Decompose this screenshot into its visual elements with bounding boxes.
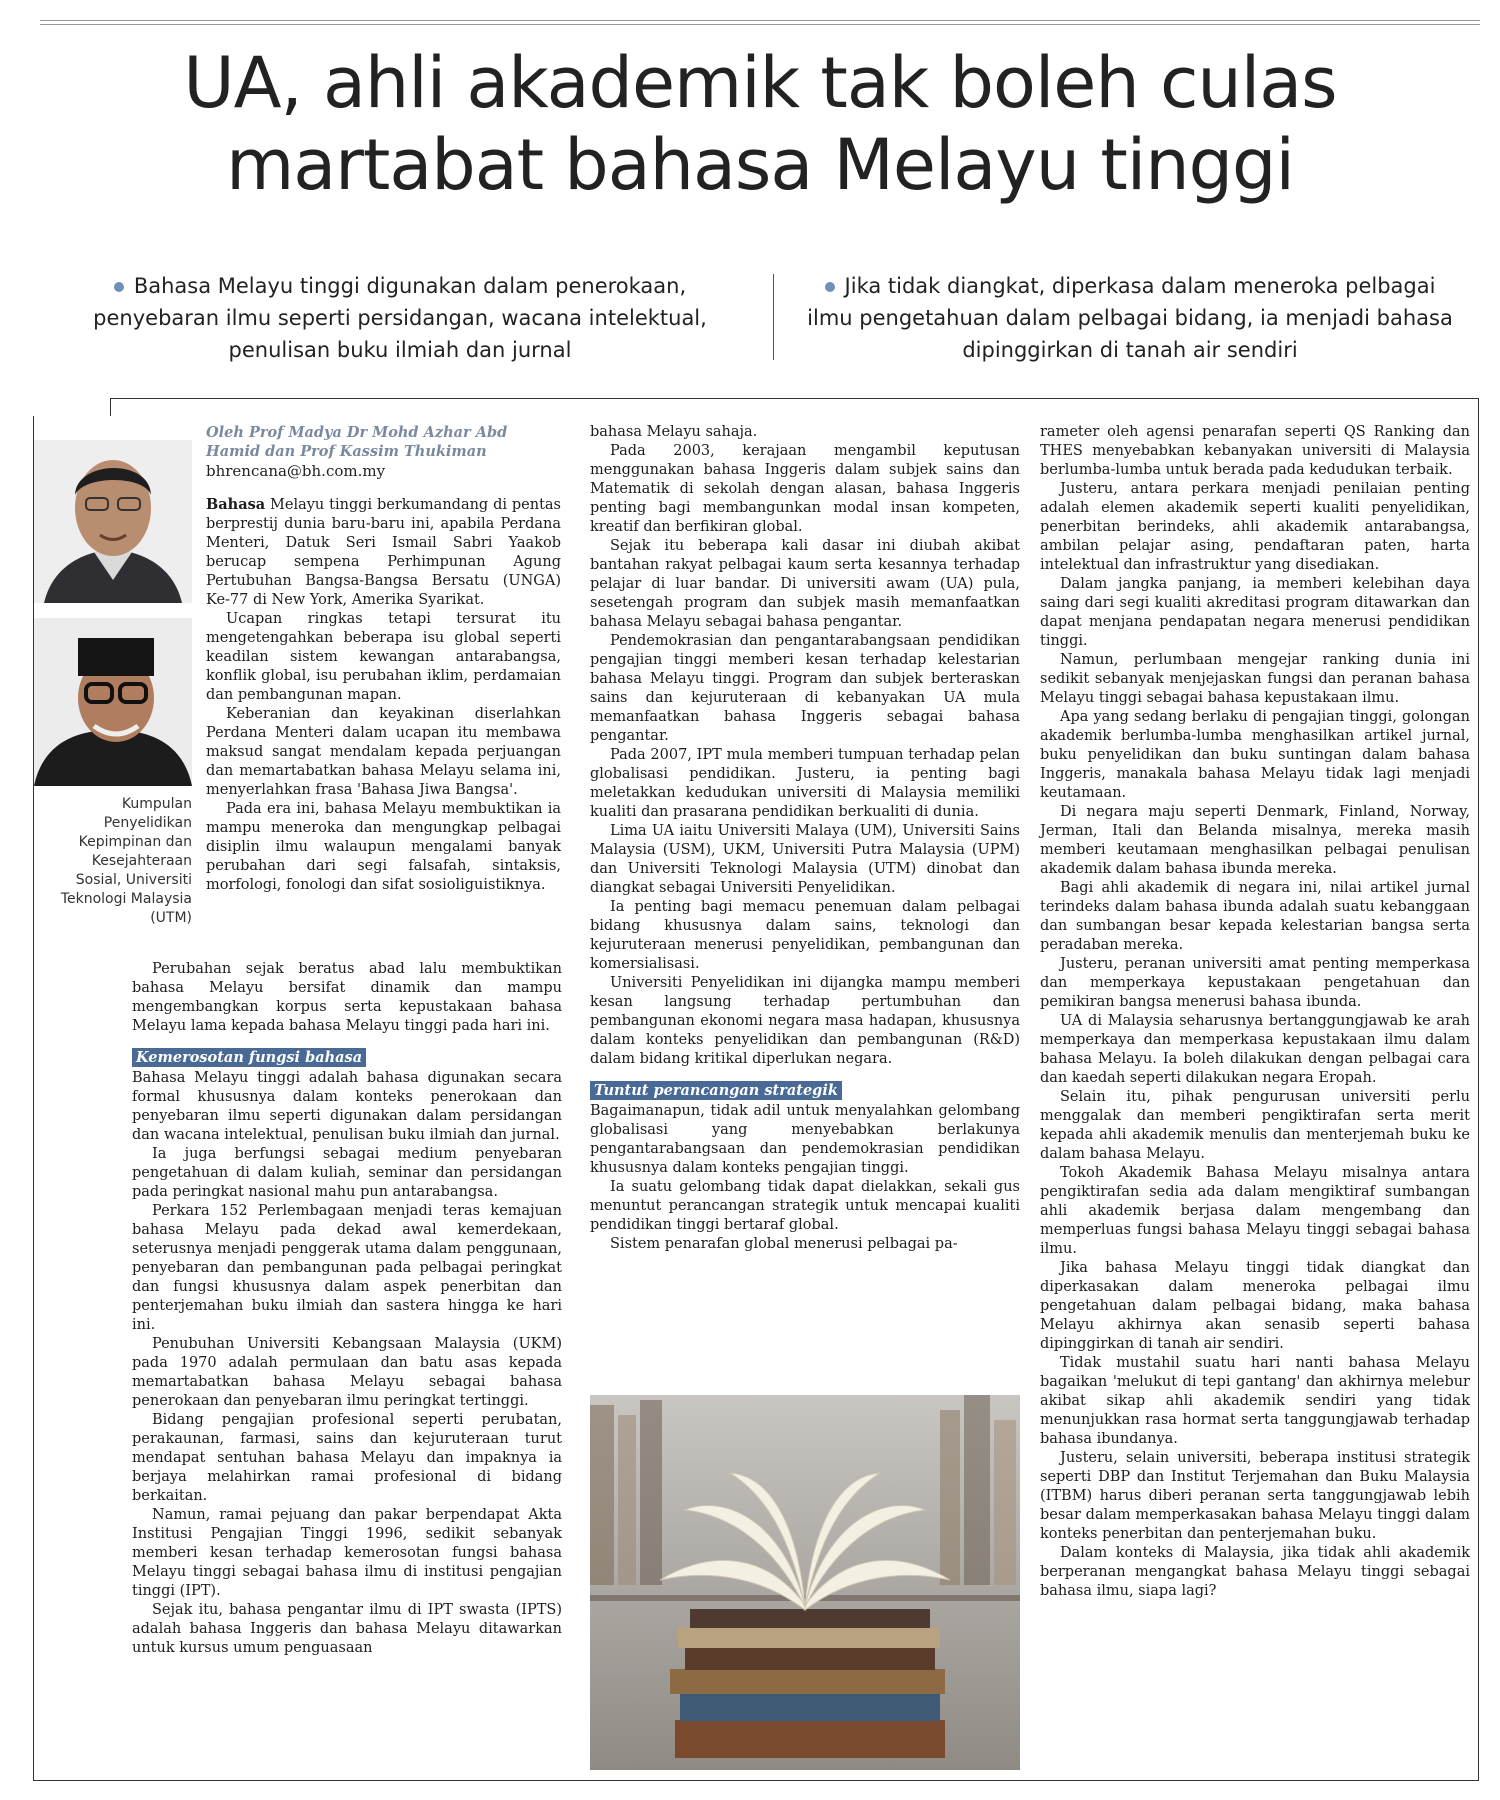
paragraph: Penubuhan Universiti Kebangsaan Malaysia (UKM) pada 1970 adalah permulaan dan batu asas kepada memartabatkan bahasa Melayu sebagai bahasa penerokaan dan penyebaran ilmu peringkat tertinggi.: [132, 1336, 562, 1409]
lead-word: Bahasa: [206, 496, 266, 513]
article-bottom-rule: [33, 1780, 1478, 1781]
paragraph: Keberanian dan keyakinan diserlahkan Perdana Menteri dalam ucapan itu membawa maksud sangat mendalam kepada perjuangan dan memartabatkan bahasa Melayu selama ini, menyerlahkan frasa 'Bahasa Jiwa Bangsa'.: [206, 706, 561, 798]
paragraph: Ia juga berfungsi sebagai medium penyebaran pengetahuan di dalam kuliah, seminar dan persidangan pada peringkat nasional mahu pun antarabangsa.: [132, 1146, 562, 1200]
article-corner-tick: [110, 398, 111, 416]
paragraph: Justeru, selain universiti, beberapa institusi strategik seperti DBP dan Institut Terjemahan dan Buku Malaysia (ITBM) harus diberi peranan serta tanggungjawab lebih besar dalam memperkasakan bahasa Melayu tinggi dalam konteks penerbitan dan penterjemahan buku.: [1040, 1450, 1470, 1542]
paragraph: rameter oleh agensi penarafan seperti QS Ranking dan THES menyebabkan kebanyakan universiti di Malaysia berlumba-lumba untuk berada pada kedudukan terbaik.: [1040, 424, 1470, 478]
paragraph: Bidang pengajian profesional seperti perubatan, perakaunan, farmasi, sains dan kejuruteraan turut mendapat sentuhan bahasa Melayu dan impaknya ia berjaya melahirkan ramai profesional di bidang berkaitan.: [132, 1412, 562, 1504]
article-top-rule: [110, 398, 1478, 399]
paragraph: Ia penting bagi memacu penemuan dalam pelbagai bidang khususnya dalam sains, teknologi dan kejuruteraan menerusi penyelidikan, pembangunan dan komersialisasi.: [590, 899, 1020, 972]
paragraph: Justeru, peranan universiti amat penting memperkasa dan memperkaya kepustakaan pengetahuan dan pemikiran bangsa menerusi bahasa ibunda.: [1040, 956, 1470, 1010]
paragraph: Sejak itu beberapa kali dasar ini diubah akibat bantahan rakyat pelbagai kaum serta kesannya terhadap pelajar di luar bandar. Di universiti awam (UA) pula, sesetengah program dan subjek masih memanfaatkan bahasa Melayu sebagai bahasa pengantar.: [590, 538, 1020, 630]
paragraph: Sejak itu, bahasa pengantar ilmu di IPT swasta (IPTS) adalah bahasa Inggeris dan bahasa Melayu ditawarkan untuk kursus umum penguasaan: [132, 1602, 562, 1656]
headline-line-2: martabat bahasa Melayu tinggi: [226, 124, 1294, 206]
headline-line-1: UA, ahli akademik tak boleh culas: [183, 42, 1337, 124]
paragraph: Jika bahasa Melayu tinggi tidak diangkat dan diperkasakan dalam meneroka pelbagai ilmu pengetahuan dalam pelbagai bidang, maka bahasa Melayu akhirnya akan senasib seperti bahasa dipinggirkan di tanah air sendiri.: [1040, 1260, 1470, 1352]
author-photo-1: [34, 440, 192, 603]
paragraph-text: Melayu tinggi berkumandang di pentas berprestij dunia baru-baru ini, apabila Perdana Menteri, Datuk Seri Ismail Sabri Yaakob berucap sempena Perhimpunan Agung Pertubuhan Bangsa-Bangsa Bersatu (UNGA) Ke-77 di New York, Amerika Syarikat.: [206, 497, 561, 608]
caption-line: Kepimpinan dan: [78, 834, 192, 850]
bullet-icon: [114, 282, 124, 292]
column-3: [1040, 423, 1470, 1601]
highlight-left-text: Bahasa Melayu tinggi digunakan dalam penerokaan, penyebaran ilmu seperti persidangan, wacana intelektual, penulisan buku ilmiah dan jurnal: [93, 274, 707, 362]
caption-line: Kumpulan: [121, 796, 192, 812]
paragraph: Pada 2003, kerajaan mengambil keputusan menggunakan bahasa Inggeris dalam subjek sains dan Matematik di sekolah dengan alasan, bahasa Inggeris penting bagi membangunkan modal insan kompeten, kreatif dan berfikiran global.: [590, 443, 1020, 535]
paragraph: Ia suatu gelombang tidak dapat dielakkan, sekali gus menuntut perancangan strategik untuk mencapai kualiti pendidikan tinggi bertaraf global.: [590, 1179, 1020, 1233]
byline-line-2: Hamid dan Prof Kassim Thukiman: [206, 443, 487, 460]
page-title: [60, 42, 1460, 206]
column-1-bottom: [132, 960, 562, 1658]
column-1-top: [206, 423, 561, 895]
paragraph: Namun, ramai pejuang dan pakar berpendapat Akta Institusi Pengajian Tinggi 1996, sedikit sebanyak memberi kesan terhadap kemerosotan fungsi bahasa Melayu tinggi sebagai bahasa ilmu di institusi pengajian tinggi (IPT).: [132, 1507, 562, 1599]
paragraph: UA di Malaysia seharusnya bertanggungjawab ke arah memperkaya dan memperkasa kepustakaan ilmu dalam bahasa Melayu. Ia boleh dilakukan dengan pelbagai cara dan kaedah seperti dilakukan negara Eropah.: [1040, 1013, 1470, 1086]
top-rule-1: [40, 20, 1480, 21]
paragraph: [206, 495, 561, 610]
article-right-rule: [1478, 398, 1479, 1781]
caption-line: Penyelidikan: [103, 815, 192, 831]
author-caption: [34, 795, 192, 928]
open-book-illustration: [590, 1395, 1020, 1770]
paragraph: Apa yang sedang berlaku di pengajian tinggi, golongan akademik berlumba-lumba menghasilkan artikel jurnal, buku penyelidikan dan buku suntingan dalam bahasa Inggeris, manakala bahasa Melayu tidak lagi menjadi keutamaan.: [1040, 709, 1470, 801]
highlight-right: [800, 270, 1460, 366]
books-photo: [590, 1395, 1020, 1770]
paragraph: Pada era ini, bahasa Melayu membuktikan ia mampu meneroka dan mengungkap pelbagai disiplin ilmu walaupun mengalami banyak perubahan dari segi falsafah, sintaksis, morfologi, fonologi dan sifat sosioliguistiknya.: [206, 801, 561, 893]
bullet-icon: [825, 282, 835, 292]
section-heading: Kemerosotan fungsi bahasa: [132, 1048, 366, 1067]
paragraph: Lima UA iaitu Universiti Malaya (UM), Universiti Sains Malaysia (USM), UKM, Universiti Putra Malaysia (UPM) dan Universiti Teknologi Malaysia (UTM) dinobat dan diangkat sebagai Universiti Penyelidikan.: [590, 823, 1020, 896]
paragraph: Sistem penarafan global menerusi pelbagai pa-: [610, 1236, 958, 1252]
paragraph: Perubahan sejak beratus abad lalu membuktikan bahasa Melayu bersifat dinamik dan mampu mengembangkan korpus serta kepustakaan bahasa Melayu lama kepada bahasa Melayu tinggi pada hari ini.: [132, 961, 562, 1034]
author-email: bhrencana@bh.com.my: [206, 462, 386, 480]
paragraph: Perkara 152 Perlembagaan menjadi teras kemajuan bahasa Melayu pada dekad awal kemerdekaan, seterusnya menjadi penggerak utama dalam penggunaan, penyebaran dan pembangunan pada pelbagai peringkat dan fungsi khususnya dalam aspek penerbitan dan penterjemahan buku ilmiah dan sastera hingga ke hari ini.: [132, 1203, 562, 1333]
paragraph: Pada 2007, IPT mula memberi tumpuan terhadap pelan globalisasi pendidikan. Justeru, ia penting bagi meletakkan kedudukan universiti di Malaysia memiliki kualiti dan prasarana pendidikan berkualiti di dunia.: [590, 747, 1020, 820]
column-2: [590, 423, 1020, 1254]
highlight-left: [60, 270, 740, 366]
author-portrait-1: [34, 440, 192, 603]
paragraph: Universiti Penyelidikan ini dijangka mampu memberi kesan langsung terhadap pertumbuhan dan pembangunan ekonomi negara masa hadapan, khususnya dalam konteks penyelidikan dan pembangunan (R&D) dalam bidang kritikal diperlukan negara.: [590, 975, 1020, 1067]
caption-line: Kesejahteraan: [91, 853, 192, 869]
paragraph: Pendemokrasian dan pengantarabangsaan pendidikan pengajian tinggi memberi kesan terhadap kelestarian bahasa Melayu tinggi. Program dan subjek berteraskan sains dan kejuruteraan di kebanyakan UA mula memanfaatkan bahasa Inggeris sebagai bahasa pengantar.: [590, 633, 1020, 744]
highlights: [60, 270, 1460, 370]
paragraph: Justeru, antara perkara menjadi penilaian penting adalah elemen akademik seperti kualiti penyelidikan, penerbitan berindeks, ahli akademik antarabangsa, ambilan pelajar asing, pendaftaran paten, harta intelektual dan infrastruktur yang disediakan.: [1040, 481, 1470, 573]
section-heading: Tuntut perancangan strategik: [590, 1081, 842, 1100]
highlight-right-text: Jika tidak diangkat, diperkasa dalam meneroka pelbagai ilmu pengetahuan dalam pelbagai bidang, ia menjadi bahasa dipinggirkan di tanah air sendiri: [807, 274, 1453, 362]
author-photo-2: [34, 618, 192, 786]
highlight-divider: [773, 274, 774, 360]
paragraph: Bahasa Melayu tinggi adalah bahasa digunakan secara formal khususnya dalam konteks penerokaan dan penyebaran ilmu seperti digunakan dalam persidangan dan wacana intelektual, penulisan buku ilmiah dan jurnal.: [132, 1070, 562, 1143]
author-portrait-2: [34, 618, 192, 786]
caption-line: Sosial, Universiti: [75, 872, 192, 888]
paragraph: Tokoh Akademik Bahasa Melayu misalnya antara pengiktirafan sedia ada dalam mengiktiraf sumbangan ahli akademik berjasa dalam mengembang dan memperluas fungsi bahasa Melayu tinggi sebagai bahasa ilmu.: [1040, 1165, 1470, 1257]
paragraph: Di negara maju seperti Denmark, Finland, Norway, Jerman, Itali dan Belanda misalnya, mereka masih memberi keutamaan menghasilkan pelbagai penulisan akademik dalam bahasa ibunda mereka.: [1040, 804, 1470, 877]
paragraph: bahasa Melayu sahaja.: [590, 424, 758, 440]
caption-line: (UTM): [150, 910, 192, 926]
paragraph: Tidak mustahil suatu hari nanti bahasa Melayu bagaikan 'melukut di tepi gantang' dan akhirnya melebur akibat sikap ahli akademik sendiri yang tidak menunjukkan rasa hormat serta tanggungjawab terhadap bahasa ibundanya.: [1040, 1355, 1470, 1447]
caption-line: Teknologi Malaysia: [60, 891, 192, 907]
paragraph: Namun, perlumbaan mengejar ranking dunia ini sedikit sebanyak menjejaskan fungsi dan peranan bahasa Melayu tinggi sebagai bahasa kepustakaan ilmu.: [1040, 652, 1470, 706]
paragraph: Dalam jangka panjang, ia memberi kelebihan daya saing dari segi kualiti akreditasi program ditawarkan dan dapat menjana pendapatan negara menerusi pendidikan tinggi.: [1040, 576, 1470, 649]
paragraph: Bagi ahli akademik di negara ini, nilai artikel jurnal terindeks dalam bahasa ibunda adalah suatu kebanggaan dan sumbangan besar kepada kelestarian bangsa serta peradaban mereka.: [1040, 880, 1470, 953]
paragraph: Ucapan ringkas tetapi tersurat itu mengetengahkan beberapa isu global seperti keadilan sistem kewangan antarabangsa, konflik global, isu perubahan iklim, perdamaian dan pembangunan mapan.: [206, 611, 561, 703]
paragraph: Selain itu, pihak pengurusan universiti perlu menggalak dan memberi pengiktirafan serta merit kepada ahli akademik menulis dan menterjemah buku ke dalam bahasa Melayu.: [1040, 1089, 1470, 1162]
paragraph: Bagaimanapun, tidak adil untuk menyalahkan gelombang globalisasi yang menyebabkan berlakunya pengantarabangsaan dan pendemokrasian pendidikan khususnya dalam konteks pengajian tinggi.: [590, 1103, 1020, 1176]
top-rule-2: [40, 24, 1480, 25]
paragraph: Dalam konteks di Malaysia, jika tidak ahli akademik berperanan mengangkat bahasa Melayu tinggi sebagai bahasa ilmu, siapa lagi?: [1040, 1545, 1470, 1599]
byline-authors: [206, 423, 561, 461]
byline-line-1: Oleh Prof Madya Dr Mohd Azhar Abd: [206, 424, 508, 441]
